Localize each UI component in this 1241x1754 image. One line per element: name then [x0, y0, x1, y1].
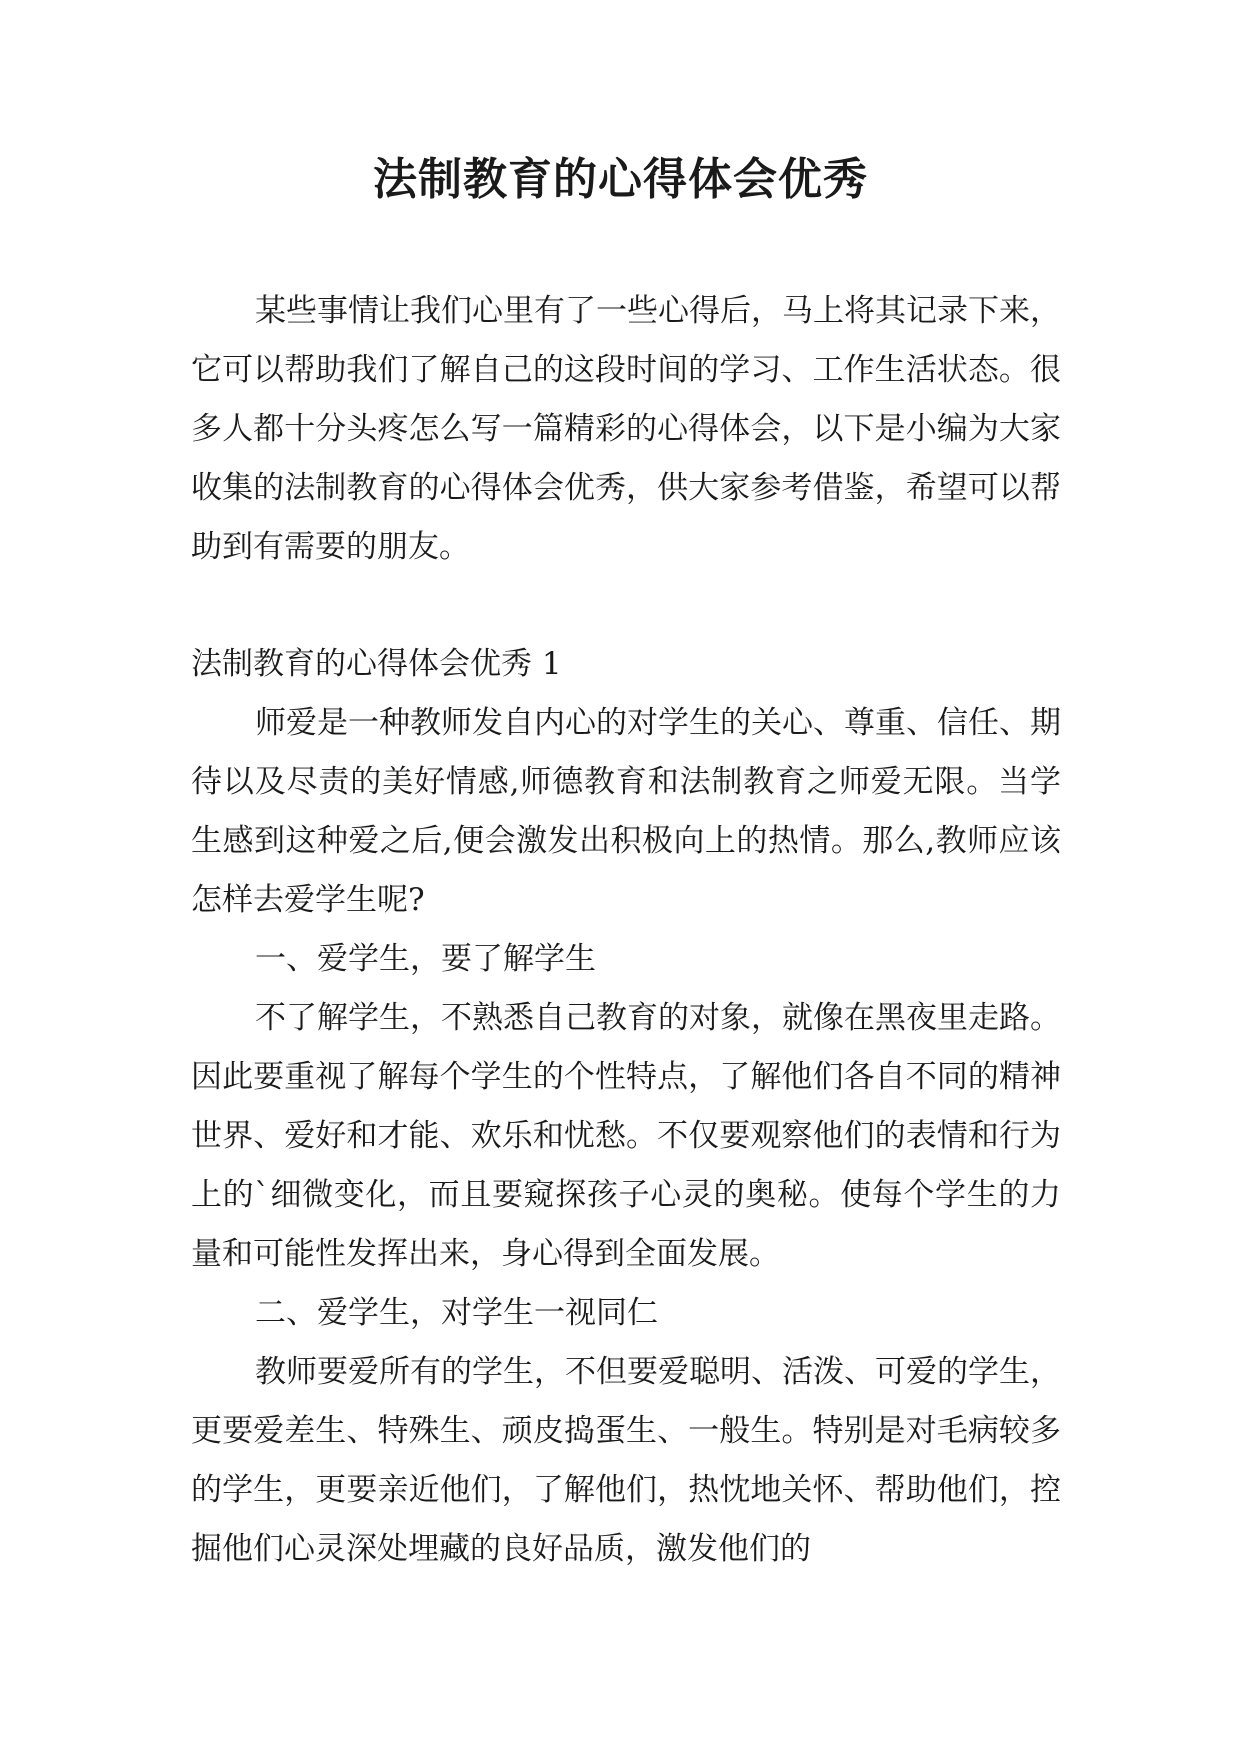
body-paragraph: 师爱是一种教师发自内心的对学生的关心、尊重、信任、期待以及尽责的美好情感,师德教育和法制教育之师爱无限。当学生感到这种爱之后,便会激发出积极向上的热情。那么,教师应该怎样去爱学生呢? — [191, 705, 1061, 918]
document-title: 法制教育的心得体会优秀 — [373, 154, 868, 205]
body-paragraph: 不了解学生，不熟悉自己教育的对象，就像在黑夜里走路。因此要重视了解每个学生的个性特点，了解他们各自不同的精神世界、爱好和才能、欢乐和忧愁。不仅要观察他们的表情和行为上的`细微变化，而且要窥探孩子心灵的奥秘。使每个学生的力量和可能性发挥出来，身心得到全面发展。 — [191, 1000, 1061, 1272]
section-heading: 法制教育的心得体会优秀 1 — [191, 646, 562, 682]
subheading: 二、爱学生，对学生一视同仁 — [255, 1295, 658, 1331]
subheading: 一、爱学生，要了解学生 — [255, 941, 596, 977]
body-paragraph: 教师要爱所有的学生，不但要爱聪明、活泼、可爱的学生，更要爱差生、特殊生、顽皮捣蛋生、一般生。特别是对毛病较多的学生，更要亲近他们，了解他们，热忱地关怀、帮助他们，控掘他们心灵深处埋藏的良好品质，激发他们的 — [191, 1354, 1061, 1567]
intro-paragraph: 某些事情让我们心里有了一些心得后，马上将其记录下来，它可以帮助我们了解自己的这段时间的学习、工作生活状态。很多人都十分头疼怎么写一篇精彩的心得体会，以下是小编为大家收集的法制教育的心得体会优秀，供大家参考借鉴，希望可以帮助到有需要的朋友。 — [191, 293, 1061, 565]
document-body — [191, 282, 1061, 1579]
